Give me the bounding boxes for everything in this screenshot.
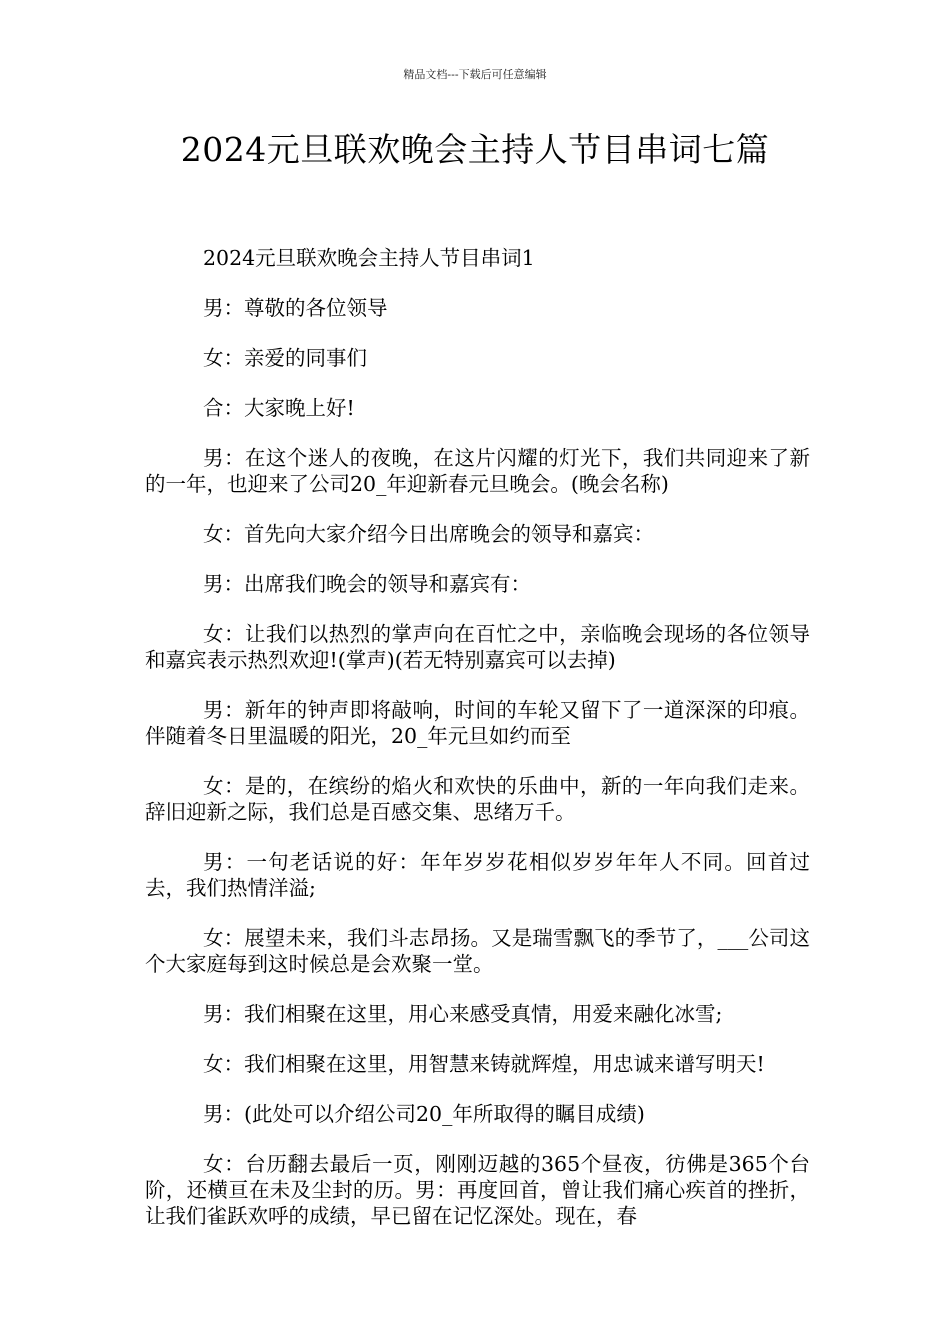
paragraph: 男：尊敬的各位领导 xyxy=(203,296,388,320)
section-heading: 2024元旦联欢晚会主持人节目串词1 xyxy=(203,246,535,270)
paragraph: 男：一句老话说的好：年年岁岁花相似岁岁年年人不同。回首过去，我们热情洋溢; xyxy=(145,850,810,900)
paragraph: 女：我们相聚在这里，用智慧来铸就辉煌，用忠诚来谱写明天! xyxy=(203,1052,765,1076)
paragraph: 女：首先向大家介绍今日出席晚会的领导和嘉宾： xyxy=(203,522,654,546)
paragraph: 男：在这个迷人的夜晚，在这片闪耀的灯光下，我们共同迎来了新的一年，也迎来了公司20_年迎新春元旦晚会。(晚会名称) xyxy=(145,446,810,496)
paragraph: 女：让我们以热烈的掌声向在百忙之中，亲临晚会现场的各位领导和嘉宾表示热烈欢迎!(掌声)(若无特别嘉宾可以去掉) xyxy=(145,622,810,672)
paragraph: 男：出席我们晚会的领导和嘉宾有： xyxy=(203,572,531,596)
paragraph: 女：台历翻去最后一页，刚刚迈越的365个昼夜，彷佛是365个台阶，还横亘在未及尘封的历。男：再度回首，曾让我们痛心疾首的挫折，让我们雀跃欢呼的成绩，早已留在记忆深处。现在，春 xyxy=(145,1152,810,1228)
paragraph: 合：大家晚上好! xyxy=(203,396,355,420)
paragraph: 男：新年的钟声即将敲响，时间的车轮又留下了一道深深的印痕。伴随着冬日里温暖的阳光，20_年元旦如约而至 xyxy=(145,698,810,748)
paragraph: 男：(此处可以介绍公司20_年所取得的瞩目成绩) xyxy=(203,1102,645,1126)
header-note: 精品文档---下载后可任意编辑 xyxy=(403,68,547,81)
paragraph: 男：我们相聚在这里，用心来感受真情，用爱来融化冰雪; xyxy=(203,1002,723,1026)
paragraph: 女：亲爱的同事们 xyxy=(203,346,367,370)
paragraph: 女：展望未来，我们斗志昂扬。又是瑞雪飘飞的季节了，___公司这个大家庭每到这时候总是会欢聚一堂。 xyxy=(145,926,810,976)
document-title: 2024元旦联欢晚会主持人节目串词七篇 xyxy=(180,130,770,169)
document-body xyxy=(145,245,810,1253)
paragraph: 女：是的，在缤纷的焰火和欢快的乐曲中，新的一年向我们走来。辞旧迎新之际，我们总是百感交集、思绪万千。 xyxy=(145,774,810,824)
